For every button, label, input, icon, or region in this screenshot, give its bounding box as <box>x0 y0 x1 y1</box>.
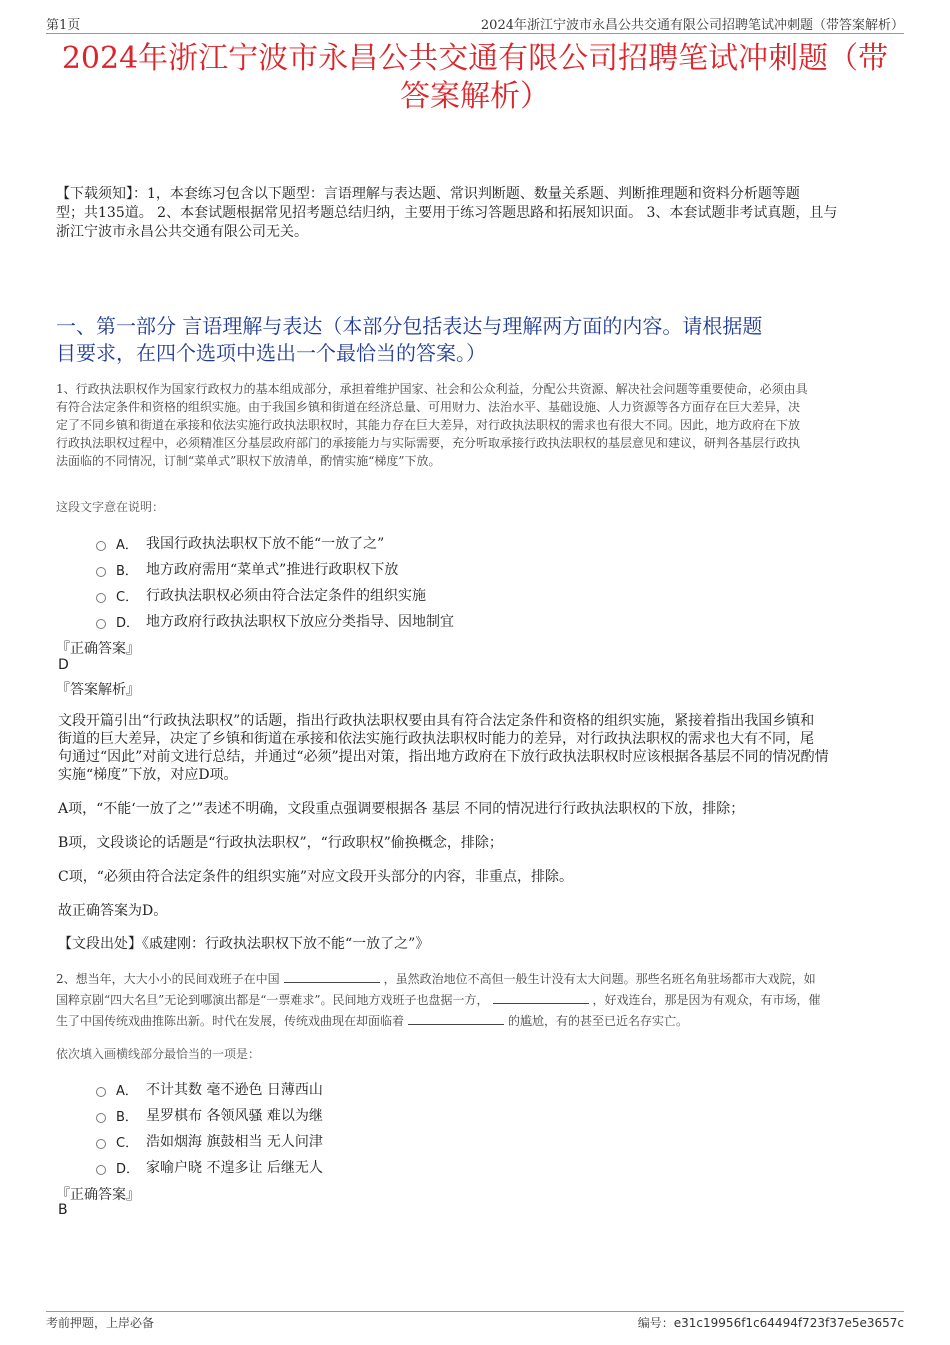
option-letter: B． <box>116 1109 138 1125</box>
fill-blank <box>408 1012 504 1025</box>
fill-blank <box>284 970 380 983</box>
radio-icon[interactable] <box>96 541 106 551</box>
option-letter: B． <box>116 563 138 579</box>
question-line <box>56 970 904 988</box>
text-segment: 生了中国传统戏曲推陈出新。时代在发展，传统戏曲现在却面临着 <box>56 1014 405 1028</box>
header-divider <box>46 33 904 34</box>
q2-option-a[interactable] <box>96 1079 323 1099</box>
question-2-prompt: 依次填入画横线部分最恰当的一项是： <box>56 1047 261 1061</box>
radio-icon[interactable] <box>96 567 106 577</box>
text-segment: 2、想当年，大大小小的民间戏班子在中国 <box>56 972 280 986</box>
question-1-text <box>56 380 904 470</box>
fill-blank <box>493 991 589 1004</box>
option-letter: C． <box>116 1135 139 1151</box>
notice-line: 型；共135道。 2、本套试题根据常见招考题总结归纳，主要用于练习答题思路和拓展知识面。 3、本套试题非考试真题，且与 <box>56 205 838 221</box>
answer-value: B <box>58 1202 68 1218</box>
radio-icon[interactable] <box>96 1165 106 1175</box>
answer-label: 『正确答案』 <box>56 641 140 657</box>
title-line: 2024年浙江宁波市永昌公共交通有限公司招聘笔试冲刺题（带 <box>61 41 889 76</box>
section-line: 目要求，在四个选项中选出一个最恰当的答案。） <box>56 341 486 365</box>
option-text: 地方政府需用“菜单式”推进行政职权下放 <box>146 562 399 578</box>
document-title <box>40 40 910 116</box>
notice-line: 【下载须知】：1，本套练习包含以下题型：言语理解与表达题、常识判断题、数量关系题、判断推理题和资料分析题等题 <box>56 186 800 202</box>
q2-option-c[interactable] <box>96 1131 323 1151</box>
text-source: 【文段出处】《戚建刚：行政执法职权下放不能“一放了之”》 <box>58 936 430 952</box>
question-2-text <box>56 970 904 1030</box>
q2-option-b[interactable] <box>96 1105 323 1125</box>
question-line <box>56 991 904 1009</box>
question-line: 法面临的不同情况，订制“菜单式”职权下放清单，酌情实施“梯度”下放。 <box>56 454 441 468</box>
radio-icon[interactable] <box>96 1087 106 1097</box>
option-text: 地方政府行政执法职权下放应分类指导、因地制宜 <box>146 614 454 630</box>
title-line: 答案解析） <box>400 79 550 114</box>
analysis-option-c: C项，“必须由符合法定条件的组织实施”对应文段开头部分的内容，非重点，排除。 <box>58 869 574 885</box>
option-text: 星罗棋布 各领风骚 难以为继 <box>146 1108 323 1124</box>
analysis-conclusion: 故正确答案为D。 <box>58 903 168 919</box>
q1-option-c[interactable] <box>96 585 426 605</box>
question-line: 1、行政执法职权作为国家行政权力的基本组成部分，承担着维护国家、社会和公众利益，分配公共资源、解决社会问题等重要使命，必须由具 <box>56 382 808 396</box>
question-line: 行政执法职权过程中，必须精准区分基层政府部门的承接能力与实际需要，充分听取承接行政执法职权的基层意见和建议，研判各基层行政执 <box>56 436 801 450</box>
q1-option-b[interactable] <box>96 559 398 579</box>
section-line: 一、第一部分 言语理解与表达（本部分包括表达与理解两方面的内容。请根据题 <box>56 314 763 338</box>
radio-icon[interactable] <box>96 593 106 603</box>
option-letter: D． <box>116 615 140 631</box>
analysis-option-b: B项，文段谈论的话题是“行政执法职权”，“行政职权”偷换概念，排除； <box>58 835 503 851</box>
notice-line: 浙江宁波市永昌公共交通有限公司无关。 <box>56 224 308 240</box>
answer-value: D <box>58 657 69 673</box>
radio-icon[interactable] <box>96 619 106 629</box>
analysis-label: 『答案解析』 <box>56 682 140 698</box>
analysis-line: 实施“梯度”下放，对应D项。 <box>58 767 238 783</box>
text-segment: 国粹京剧“四大名旦”无论到哪演出都是“一票难求”。民间地方戏班子也盘据一方， <box>56 993 489 1007</box>
radio-icon[interactable] <box>96 1139 106 1149</box>
answer-label: 『正确答案』 <box>56 1187 140 1203</box>
option-letter: C． <box>116 589 139 605</box>
question-line <box>56 1012 904 1030</box>
section-heading <box>56 313 910 367</box>
q2-option-d[interactable] <box>96 1157 323 1177</box>
analysis-option-a: A项，“不能‘一放了之’”表述不明确，文段重点强调要根据各 基层 不同的情况进行行政执法职权的下放，排除； <box>58 801 745 817</box>
option-letter: D． <box>116 1161 140 1177</box>
analysis-line: 文段开篇引出“行政执法职权”的话题，指出行政执法职权要由具有符合法定条件和资格的组织实施，紧接着指出我国乡镇和 <box>58 713 815 729</box>
question-line: 定了不同乡镇和街道在承接和依法实施行政执法职权时，其能力存在巨大差异，对行政执法职权的需求也有很大不同。因此，地方政府在下放 <box>56 418 801 432</box>
q1-option-a[interactable] <box>96 533 384 553</box>
question-line: 有符合法定条件和资格的组织实施。由于我国乡镇和街道在经济总量、可用财力、法治水平、基础设施、人力资源等各方面存在巨大差异，决 <box>56 400 801 414</box>
question-1-prompt: 这段文字意在说明： <box>56 500 165 514</box>
option-text: 行政执法职权必须由符合法定条件的组织实施 <box>146 588 426 604</box>
option-text: 浩如烟海 旗鼓相当 无人问津 <box>146 1134 323 1150</box>
page-number: 第1页 <box>46 18 81 33</box>
download-notice <box>56 185 904 242</box>
text-segment: ，虽然政治地位不高但一般生计没有太大问题。那些名班名角驻场都市大戏院，如 <box>383 972 816 986</box>
footer-code <box>638 1314 904 1331</box>
code-label: 编号： <box>637 1316 674 1330</box>
footer-divider <box>46 1311 904 1312</box>
option-letter: A． <box>116 537 138 553</box>
text-segment: 的尴尬，有的甚至已近名存实亡。 <box>508 1014 689 1028</box>
option-text: 我国行政执法职权下放不能“一放了之” <box>146 536 385 552</box>
analysis-text <box>58 712 892 784</box>
option-text: 家喻户晓 不遑多让 后继无人 <box>146 1160 323 1176</box>
text-segment: ，好戏连台，那是因为有观众，有市场，催 <box>592 993 821 1007</box>
analysis-line: 句通过“因此”对前文进行总结，并通过“必须”提出对策，指出地方政府在下放行政执法职权时应该根据各基层不同的情况酌情 <box>58 749 829 765</box>
radio-icon[interactable] <box>96 1113 106 1123</box>
option-letter: A． <box>116 1083 138 1099</box>
code-value: e31c19956f1c64494f723f37e5e3657c <box>673 1316 904 1330</box>
option-text: 不计其数 毫不逊色 日薄西山 <box>146 1082 323 1098</box>
header-doc-title: 2024年浙江宁波市永昌公共交通有限公司招聘笔试冲刺题（带答案解析） <box>480 18 904 33</box>
q1-option-d[interactable] <box>96 611 454 631</box>
footer-slogan: 考前押题，上岸必备 <box>46 1316 155 1330</box>
analysis-line: 街道的巨大差异，决定了乡镇和街道在承接和依法实施行政执法职权时能力的差异，对行政执法职权的需求也大有不同，尾 <box>58 731 814 747</box>
